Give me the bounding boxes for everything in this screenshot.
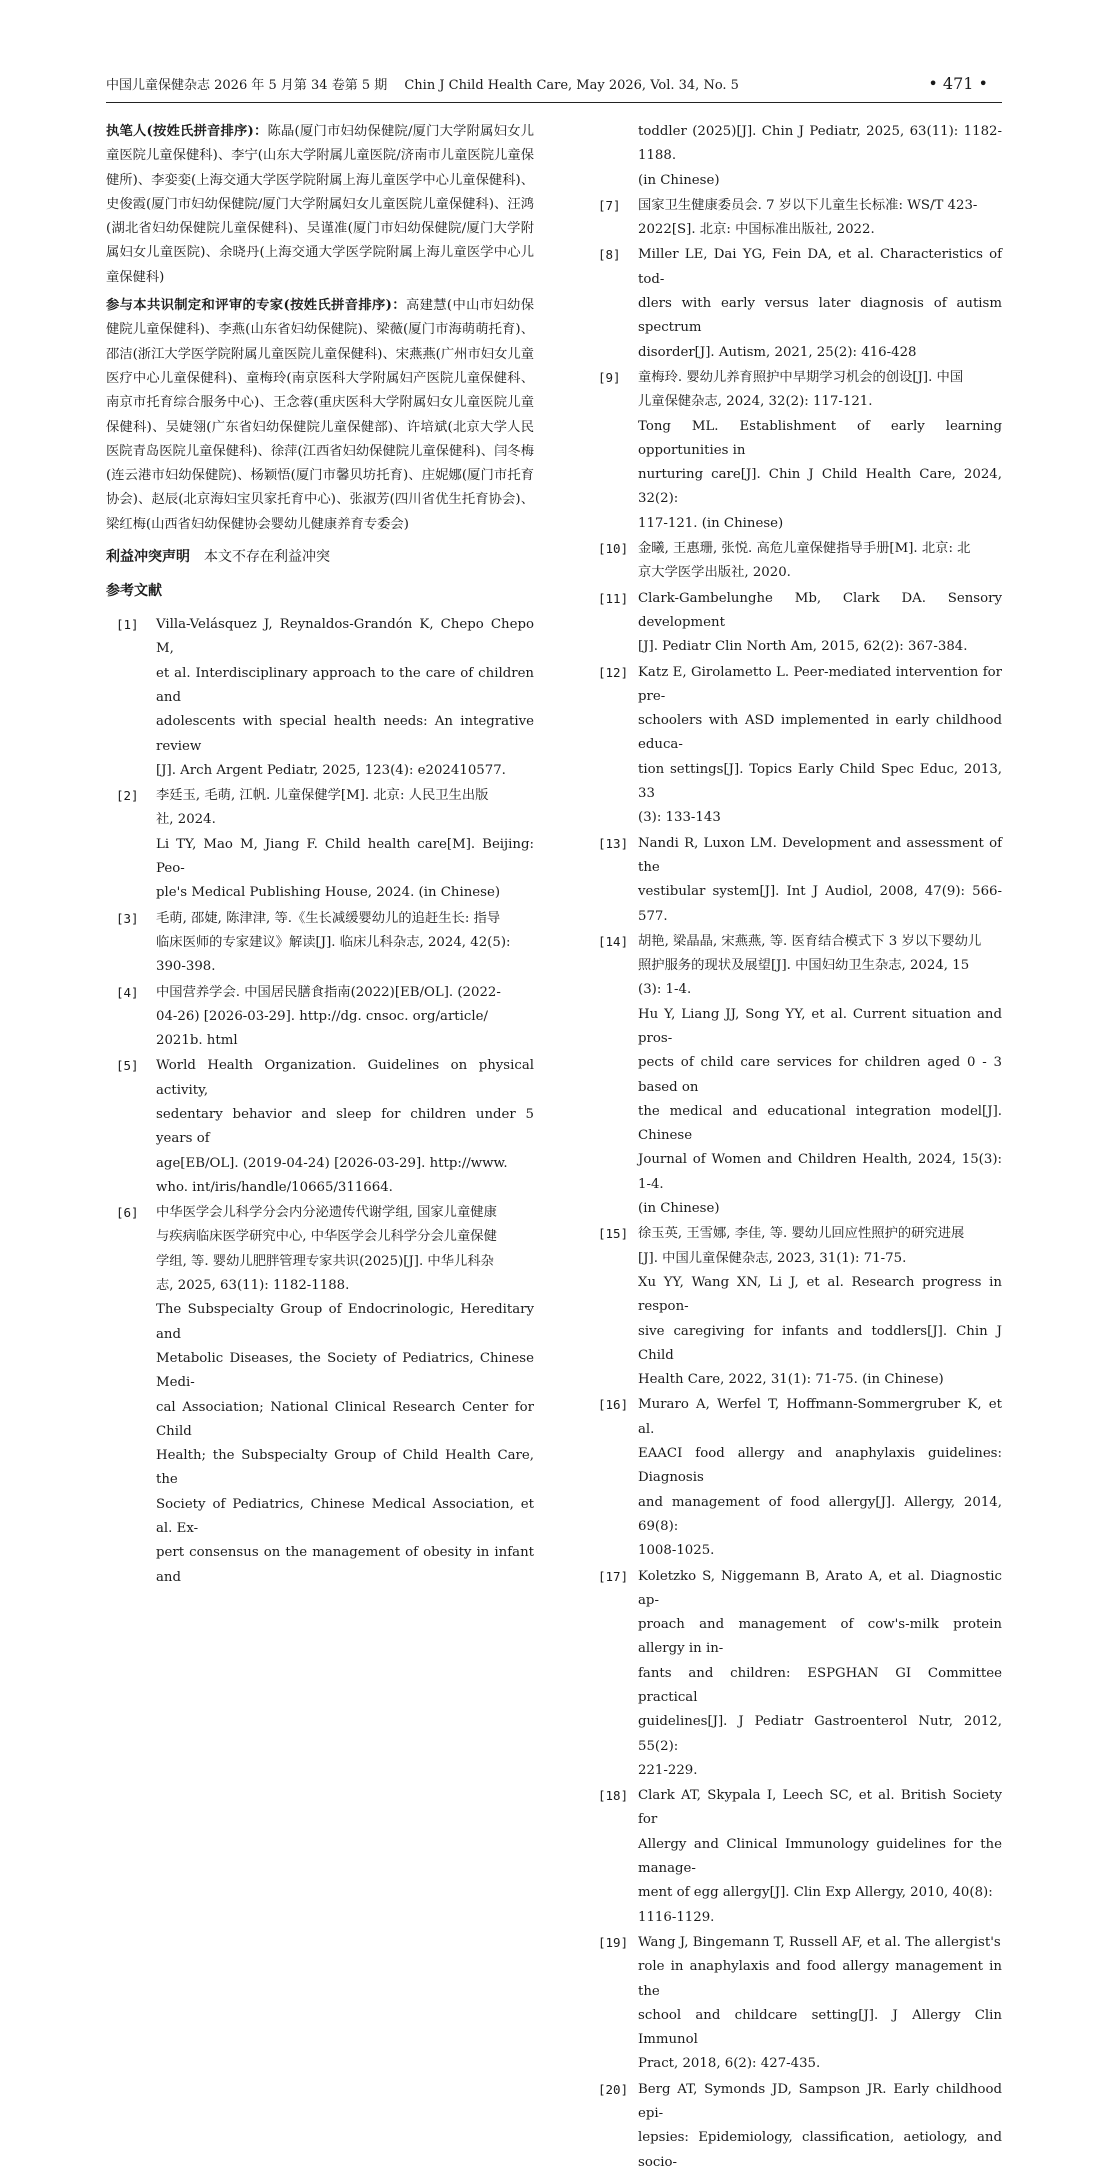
reference-item <box>588 243 1002 364</box>
reference-line: Metabolic Diseases, the Society of Pediatrics, Chinese Medi- <box>156 1350 534 1391</box>
reference-item <box>588 832 1002 929</box>
reference-line: The Subspecialty Group of Endocrinologic, Hereditary and <box>156 1302 534 1342</box>
reference-line: 1116-1129. <box>638 1909 715 1925</box>
reference-line: ment of egg allergy[J]. Clin Exp Allergy, 2010, 40(8): <box>638 1885 993 1901</box>
reference-number: [10] <box>598 541 629 557</box>
reference-line: Katz E, Girolametto L. Peer-mediated intervention for pre- <box>638 664 1002 704</box>
reference-line: et al. Interdisciplinary approach to the care of children and <box>156 665 534 705</box>
reference-line: vestibular system[J]. Int J Audiol, 2008, 47(9): 566-577. <box>638 884 1002 924</box>
reference-line: Xu YY, Wang XN, Li J, et al. Research progress in respon- <box>638 1274 1002 1315</box>
reference-line: 京大学医学出版社, 2020. <box>638 565 791 581</box>
reference-line: 临床医师的专家建议》解读[J]. 临床儿科杂志, 2024, 42(5): <box>156 934 511 950</box>
reference-line: the medical and educational integration model[J]. Chinese <box>638 1103 1002 1144</box>
reference-line: Li TY, Mao M, Jiang F. Child health care[M]. Beijing: Peo- <box>156 836 534 877</box>
reference-line: cal Association; National Clinical Research Center for Child <box>156 1399 534 1439</box>
reference-line: Miller LE, Dai YG, Fein DA, et al. Characteristics of tod- <box>638 247 1002 287</box>
reference-number: [17] <box>598 1568 629 1584</box>
left-column <box>106 120 534 1591</box>
reference-number: [13] <box>598 835 629 851</box>
reference-item <box>588 661 1002 831</box>
reference-item <box>106 613 534 783</box>
reference-line: sedentary behavior and sleep for children under 5 years of <box>156 1106 534 1147</box>
reference-line: 金曦, 王惠珊, 张悦. 高危儿童保健指导手册[M]. 北京: 北 <box>638 541 971 557</box>
reference-line: Clark-Gambelunghe Mb, Clark DA. Sensory development <box>638 590 1002 630</box>
reference-line: age[EB/OL]. (2019-04-24) [2026-03-29]. http://www. <box>156 1155 508 1171</box>
reference-line: ple's Medical Publishing House, 2024. (in Chinese) <box>156 885 501 901</box>
reference-number: [19] <box>598 1934 629 1950</box>
reference-number: [9] <box>598 369 621 385</box>
reference-number: [7] <box>598 197 621 213</box>
reference-line: [J]. Arch Argent Pediatr, 2025, 123(4): e202410577. <box>156 762 506 778</box>
reference-number: [15] <box>598 1226 629 1242</box>
reference-number: [6] <box>116 1205 139 1221</box>
reference-line: Journal of Women and Children Health, 2024, 15(3): 1-4. <box>638 1152 1002 1192</box>
reference-item <box>588 1393 1002 1563</box>
reference-line: Wang J, Bingemann T, Russell AF, et al. The allergist's <box>638 1934 1001 1950</box>
reference-line: 徐玉英, 王雪娜, 李佳, 等. 婴幼儿回应性照护的研究进展 <box>638 1226 965 1242</box>
reference-line: 学组, 等. 婴幼儿肥胖管理专家共识(2025)[J]. 中华儿科杂 <box>156 1253 494 1269</box>
reference-line: 1008-1025. <box>638 1543 715 1559</box>
reference-line: 中国营养学会. 中国居民膳食指南(2022)[EB/OL]. (2022- <box>156 984 501 1000</box>
reference-line: role in anaphylaxis and food allergy management in the <box>638 1959 1002 1999</box>
experts-label: 参与本共识制定和评审的专家(按姓氏拼音排序)： <box>106 298 406 314</box>
reference-line: World Health Organization. Guidelines on physical activity, <box>156 1058 534 1098</box>
reference-line: 117-121. (in Chinese) <box>638 515 784 531</box>
experts-paragraph <box>106 294 534 537</box>
writers-label: 执笔人(按姓氏拼音排序)： <box>106 124 268 139</box>
reference-number: [4] <box>116 984 139 1000</box>
reference-number: [3] <box>116 910 139 926</box>
reference-line: 社, 2024. <box>156 812 216 828</box>
reference-item <box>588 537 1002 586</box>
reference-number: [11] <box>598 590 629 606</box>
reference-line: Society of Pediatrics, Chinese Medical Association, et al. Ex- <box>156 1496 534 1537</box>
reference-line: (in Chinese) <box>638 1201 720 1217</box>
reference-line: (3): 133-143 <box>638 810 721 826</box>
reference-item <box>588 1784 1002 1930</box>
reference-line: 2022[S]. 北京: 中国标准出版社, 2022. <box>638 222 875 238</box>
reference-line: Health Care, 2022, 31(1): 71-75. (in Chinese) <box>638 1372 944 1388</box>
references-heading: 参考文献 <box>106 583 162 600</box>
reference-item <box>106 784 534 905</box>
reference-item <box>588 587 1002 660</box>
reference-line: 390-398. <box>156 959 216 975</box>
reference-number: [12] <box>598 664 629 680</box>
reference-item <box>588 120 1002 193</box>
reference-line: Koletzko S, Niggemann B, Arato A, et al. Diagnostic ap- <box>638 1568 1002 1608</box>
reference-line: Nandi R, Luxon LM. Development and assessment of the <box>638 835 1002 875</box>
reference-line: Villa-Velásquez J, Reynaldos-Grandón K, Chepo Chepo M, <box>156 617 534 657</box>
writers-paragraph <box>106 120 534 290</box>
reference-line: Allergy and Clinical Immunology guidelines for the manage- <box>638 1836 1002 1877</box>
reference-line: (in Chinese) <box>638 172 720 188</box>
reference-line: [J]. 中国儿童保健杂志, 2023, 31(1): 71-75. <box>638 1250 907 1266</box>
reference-number: [2] <box>116 788 139 804</box>
reference-line: schoolers with ASD implemented in early childhood educa- <box>638 713 1002 753</box>
reference-line: school and childcare setting[J]. J Allergy Clin Immunol <box>638 2007 1002 2048</box>
reference-item <box>588 1222 1002 1392</box>
reference-line: Pract, 2018, 6(2): 427-435. <box>638 2056 821 2072</box>
reference-line: dlers with early versus later diagnosis of autism spectrum <box>638 296 1002 336</box>
reference-line: (3): 1-4. <box>638 982 692 998</box>
reference-number: [1] <box>116 617 139 633</box>
reference-line: adolescents with special health needs: An integrative review <box>156 714 534 754</box>
reference-line: who. int/iris/handle/10665/311664. <box>156 1179 393 1195</box>
reference-line: 志, 2025, 63(11): 1182-1188. <box>156 1278 350 1294</box>
reference-line: Tong ML. Establishment of early learning opportunities in <box>638 418 1002 458</box>
reference-number: [5] <box>116 1058 139 1074</box>
right-column <box>588 120 1002 2176</box>
reference-item <box>588 366 1002 536</box>
page-number: • 471 • <box>928 74 988 93</box>
conflict-label: 利益冲突声明 <box>106 549 190 566</box>
reference-line: Hu Y, Liang JJ, Song YY, et al. Current situation and pros- <box>638 1006 1002 1046</box>
reference-line: disorder[J]. Autism, 2021, 25(2): 416-428 <box>638 344 917 360</box>
running-header <box>106 76 1002 103</box>
reference-number: [18] <box>598 1788 629 1804</box>
reference-line: 童梅玲. 婴幼儿养育照护中早期学习机会的创设[J]. 中国 <box>638 369 964 385</box>
journal-header: 中国儿童保健杂志 2026 年 5 月第 34 卷第 5 期 Chin J Child Health Care, May 2026, Vol. 34, No. 5 <box>106 78 739 93</box>
reference-line: pects of child care services for children aged 0 - 3 based on <box>638 1055 1002 1095</box>
conflict-text: 本文不存在利益冲突 <box>204 549 330 566</box>
reference-line: Muraro A, Werfel T, Hoffmann-Sommergruber K, et al. <box>638 1397 1002 1437</box>
reference-item <box>106 1054 534 1200</box>
reference-line: 儿童保健杂志, 2024, 32(2): 117-121. <box>638 394 873 410</box>
writers-text: 陈晶(厦门市妇幼保健院/厦门大学附属妇女儿童医院儿童保健科)、李宁(山东大学附属儿童医院/济南市儿童医院儿童保健所)、李娈娈(上海交通大学医学院附属上海儿童医学中心儿童保健科)、史俊霞(厦门市妇幼保健院/厦门大学附属妇女儿童医院儿童保健科)、汪鸿(湖北省妇幼保健院儿童保健科)、吴谨准(厦门市妇幼保健院/厦门大学附属妇女儿童医院)、余晓丹(上海交通大学医学院附属上海儿童医学中心儿童保健科) <box>106 124 534 285</box>
right-reference-list <box>588 120 1002 2175</box>
reference-line: 221-229. <box>638 1762 698 1778</box>
reference-line: pert consensus on the management of obesity in infant and <box>156 1545 534 1585</box>
reference-number: [8] <box>598 247 621 263</box>
reference-line: 2021b. html <box>156 1033 238 1049</box>
reference-line: toddler (2025)[J]. Chin J Pediatr, 2025, 63(11): 1182-1188. <box>638 124 1002 164</box>
reference-line: guidelines[J]. J Pediatr Gastroenterol Nutr, 2012, 55(2): <box>638 1714 1002 1754</box>
reference-item <box>588 1931 1002 2077</box>
reference-item <box>106 907 534 980</box>
reference-number: [14] <box>598 933 629 949</box>
reference-line: 毛萌, 邵婕, 陈津津, 等.《生长减缓婴幼儿的追赶生长: 指导 <box>156 910 501 926</box>
experts-text: 高建慧(中山市妇幼保健院儿童保健科)、李燕(山东省妇幼保健院)、梁薇(厦门市海萌萌托育)、邵洁(浙江大学医学院附属儿童医院儿童保健科)、宋燕燕(广州市妇女儿童医疗中心儿童保健科)、童梅玲(南京医科大学附属妇产医院儿童保健科、南京市托育综合服务中心)、王念蓉(重庆医科大学附属妇女儿童医院儿童保健科)、吴婕翎(广东省妇幼保健院儿童保健部)、许培斌(北京大学人民医院青岛医院儿童保健科)、徐萍(江西省妇幼保健院儿童保健科)、闫冬梅(连云港市妇幼保健院)、杨颖悟(厦门市馨贝坊托育)、庄妮娜(厦门市托育协会)、赵辰(北京海妇宝贝家托育中心)、张淑芳(四川省优生托育协会)、梁红梅(山西省妇幼保健协会婴幼儿健康养育专委会) <box>106 298 534 532</box>
reference-line: 李廷玉, 毛萌, 江帆. 儿童保健学[M]. 北京: 人民卫生出版 <box>156 788 489 804</box>
left-reference-list <box>106 613 534 1590</box>
reference-line: 照护服务的现状及展望[J]. 中国妇幼卫生杂志, 2024, 15 <box>638 958 970 974</box>
reference-line: lepsies: Epidemiology, classification, aetiology, and socio- <box>638 2130 1002 2170</box>
reference-line: Health; the Subspecialty Group of Child Health Care, the <box>156 1448 534 1488</box>
reference-line: nurturing care[J]. Chin J Child Health Care, 2024, 32(2): <box>638 467 1002 507</box>
reference-item <box>588 1565 1002 1784</box>
reference-line: proach and management of cow's-milk protein allergy in in- <box>638 1617 1002 1657</box>
reference-line: Clark AT, Skypala I, Leech SC, et al. British Society for <box>638 1788 1002 1828</box>
reference-line: [J]. Pediatr Clin North Am, 2015, 62(2): 367-384. <box>638 639 968 655</box>
reference-line: Berg AT, Symonds JD, Sampson JR. Early childhood epi- <box>638 2081 1002 2122</box>
reference-item <box>588 2078 1002 2175</box>
reference-line: 04-26) [2026-03-29]. http://dg. cnsoc. org/article/ <box>156 1008 488 1024</box>
reference-line: 中华医学会儿科学分会内分泌遗传代谢学组, 国家儿童健康 <box>156 1205 497 1221</box>
reference-line: 胡艳, 梁晶晶, 宋燕燕, 等. 医育结合模式下 3 岁以下婴幼儿 <box>638 933 982 949</box>
conflict-statement <box>106 545 534 569</box>
reference-item <box>106 1201 534 1590</box>
reference-number: [20] <box>598 2081 629 2097</box>
reference-line: 与疾病临床医学研究中心, 中华医学会儿科学分会儿童保健 <box>156 1229 497 1245</box>
reference-line: 国家卫生健康委员会. 7 岁以下儿童生长标准: WS/T 423- <box>638 197 978 213</box>
reference-line: sive caregiving for infants and toddlers[J]. Chin J Child <box>638 1323 1002 1363</box>
reference-item <box>106 981 534 1054</box>
reference-item <box>588 930 1002 1222</box>
reference-item <box>588 194 1002 243</box>
reference-line: fants and children: ESPGHAN GI Committee practical <box>638 1665 1002 1705</box>
reference-number: [16] <box>598 1397 629 1413</box>
reference-line: tion settings[J]. Topics Early Child Spec Educ, 2013, 33 <box>638 761 1002 802</box>
reference-line: EAACI food allergy and anaphylaxis guidelines: Diagnosis <box>638 1446 1002 1486</box>
reference-line: and management of food allergy[J]. Allergy, 2014, 69(8): <box>638 1494 1002 1534</box>
